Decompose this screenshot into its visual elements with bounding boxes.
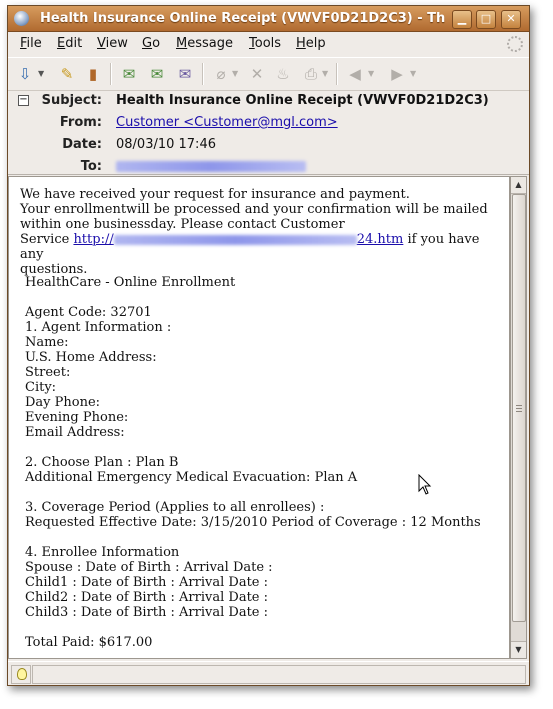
title-bar[interactable]	[8, 6, 529, 32]
service-word: Service	[20, 232, 70, 247]
delete-icon[interactable]: ✕	[250, 65, 264, 83]
scrollbar-thumb[interactable]	[512, 194, 526, 622]
intro-paragraph	[20, 187, 498, 277]
forward-nav-icon[interactable]: ▶	[391, 65, 403, 83]
to-value-redacted[interactable]	[116, 161, 306, 176]
menu-help[interactable]: Help	[296, 36, 326, 51]
message-body[interactable]	[8, 176, 510, 659]
forward-icon[interactable]: ✉	[178, 65, 192, 83]
write-icon[interactable]: ✎	[60, 65, 74, 83]
mouse-pointer-icon	[418, 474, 432, 496]
intro-line-2: Your enrollmentwill be processed and your confirmation will be mailed	[20, 202, 488, 217]
subject-value: Health Insurance Online Receipt (VWVF0D21D2C3)	[116, 93, 489, 108]
menu-tools[interactable]: Tools	[249, 36, 282, 51]
scroll-down-arrow-icon[interactable]: ▼	[511, 641, 526, 658]
questions-line: questions.	[20, 262, 88, 277]
get-mail-dropdown-icon[interactable]: ▼	[38, 69, 45, 78]
service-line	[20, 232, 498, 262]
close-button[interactable]: ✕	[501, 10, 521, 29]
menu-go[interactable]: Go	[142, 36, 161, 51]
menu-file[interactable]: File	[20, 36, 42, 51]
reply-icon[interactable]: ✉	[122, 65, 136, 83]
lightbulb-icon	[17, 668, 27, 680]
message-header-pane	[8, 90, 529, 175]
from-value[interactable]: Customer <Customer@mgl.com>	[116, 115, 338, 130]
tag-dropdown-icon[interactable]: ▼	[232, 69, 239, 78]
menu-view[interactable]: View	[97, 36, 128, 51]
back-dropdown-icon[interactable]: ▼	[368, 69, 375, 78]
date-value: 08/03/10 17:46	[116, 137, 216, 152]
toolbar	[8, 57, 529, 91]
status-indicator	[11, 665, 31, 684]
status-bar	[8, 661, 529, 686]
to-label: To:	[80, 159, 102, 174]
enrollment-details: HealthCare - Online Enrollment Agent Code: 32701 1. Agent Information : Name: U.S. Home Address: Street: City: Day Phone: Evening Phone: Email Address: 2. Choose Plan : Plan B Additional Emergency Medical Evacuation: Plan A 3. Coverage Period (Applies to all enrollees) : Requested Effective Date: 3/15/2010 Period of Coverage : 12 Months 4. Enrollee Information Spouse : Date of Birth : Arrival Date : Child1 : Date of Birth : Arrival Date : Child2 : Date of Birth : Arrival Date : Child3 : Date of Birth : Arrival Date : Total Paid: $617.00	[25, 275, 481, 650]
reply-all-icon[interactable]: ✉	[150, 65, 164, 83]
back-icon[interactable]: ◀	[349, 65, 361, 83]
tag-icon[interactable]: ⌀	[216, 65, 226, 83]
intro-line-1: We have received your request for insurance and payment.	[20, 187, 410, 202]
get-mail-icon[interactable]: ⇩	[18, 65, 32, 83]
activity-throbber-icon	[507, 36, 523, 52]
status-text-area	[32, 665, 526, 684]
thunderbird-app-icon[interactable]	[14, 11, 29, 26]
minimize-button[interactable]: ▁	[452, 10, 472, 29]
mail-window	[7, 5, 530, 686]
collapse-header-icon[interactable]: −	[19, 94, 28, 105]
subject-label: Subject:	[41, 93, 102, 108]
menu-message[interactable]: Message	[176, 36, 233, 51]
junk-icon[interactable]: ♨	[276, 65, 290, 83]
scroll-up-arrow-icon[interactable]: ▲	[511, 177, 526, 194]
window-title: Health Insurance Online Receipt (VWVF0D21D2C3) - Th	[40, 11, 446, 26]
forward-nav-dropdown-icon[interactable]: ▼	[410, 69, 417, 78]
menu-edit[interactable]: Edit	[57, 36, 83, 51]
from-label: From:	[59, 115, 102, 130]
vertical-scrollbar[interactable]	[510, 176, 527, 659]
intro-line-3: within one businessday. Please contact Customer	[20, 217, 345, 232]
date-label: Date:	[62, 137, 102, 152]
print-icon[interactable]: ⎙	[304, 65, 317, 83]
menu-bar	[8, 32, 529, 56]
after-link-text: if you have any	[20, 232, 480, 262]
customer-service-link[interactable]: http:// 24.htm	[73, 232, 404, 247]
print-dropdown-icon[interactable]: ▼	[322, 69, 329, 78]
maximize-button[interactable]: □	[476, 10, 496, 29]
address-book-icon[interactable]: ▮	[88, 65, 98, 83]
